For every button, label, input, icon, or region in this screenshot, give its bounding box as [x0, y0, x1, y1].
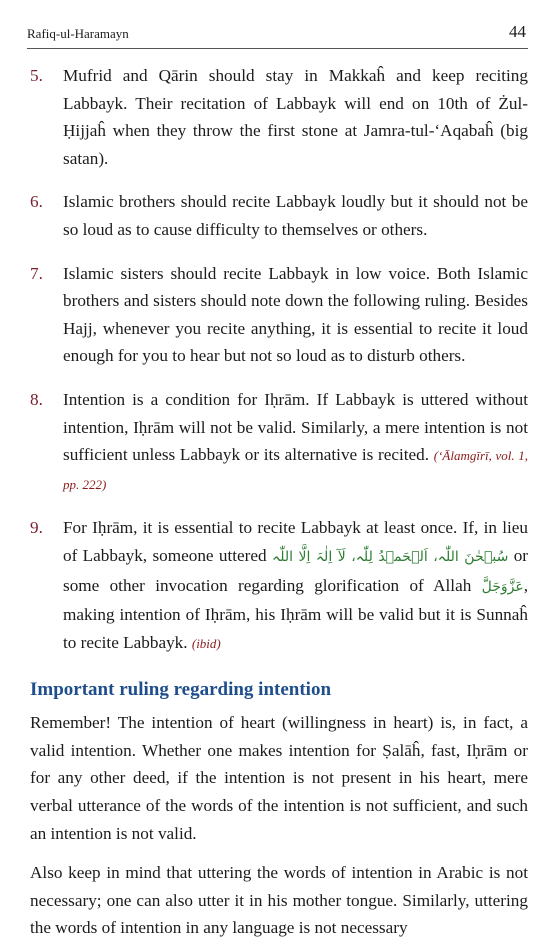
item-number: 9.	[30, 518, 43, 538]
item-text: Islamic brothers should recite Labbayk loudly but it should not be so loud as to cause difficulty to themselves or others.	[63, 192, 528, 239]
item-text: Intention is a condition for Iḥrām. If Labbayk is uttered without intention, Iḥrām will not be valid. Similarly, a mere intention is not sufficient unless Labbayk or its alternative is recited.	[63, 389, 528, 465]
item-number: 5.	[30, 66, 43, 85]
running-title: Rafiq-ul-Haramayn	[27, 26, 129, 41]
item-text: or some other invocation regarding glorification of Allah	[63, 545, 529, 595]
item-text: Mufrid and Qārin should stay in Makkaĥ and keep reciting Labbayk. Their recitation of Labbayk will end on 10th of Żul-Ḥijjaĥ when they throw the first stone at Jamra-tul-‘Aqabaĥ (big satan).	[63, 66, 528, 168]
list-item	[30, 386, 528, 498]
paragraph: Remember! The intention of heart (willingness in heart) is, in fact, a valid intention. Whether one makes intention for Ṣalāĥ, fast, Iḥrām or for any other deed, if the intention is not present in his heart, mere verbal utterance of the words of the intention is not sufficient, and such an intention is not valid.	[30, 713, 528, 843]
page-header	[27, 22, 528, 49]
item-text: , making intention of Iḥrām, his Iḥrām will be valid but it is Sunnaĥ to recite Labbayk.	[63, 575, 528, 652]
list-item	[30, 514, 528, 657]
citation: (ibid)	[191, 635, 221, 651]
item-number: 7.	[30, 263, 43, 283]
page-number: 44	[509, 22, 526, 41]
item-number: 6.	[30, 192, 43, 212]
item-text: Islamic sisters should recite Labbayk in low voice. Both Islamic brothers and sisters should note down the following ruling. Besides Hajj, whenever you recite anything, it is essential to recite it loud enough for you to hear but not so loud as to disturb others.	[63, 263, 528, 366]
list-item	[30, 62, 528, 172]
item-text: For Iḥrām, it is essential to recite Labbayk at least once. If, in lieu of Labbayk, someone uttered	[63, 518, 528, 565]
list-item	[30, 260, 528, 370]
list-item	[30, 188, 528, 243]
section-heading: Important ruling regarding intention	[30, 679, 332, 701]
citation: (‘Ālamgīrī, vol. 1, pp. 222)	[63, 448, 529, 492]
arabic-invocation: سُبۡحٰنَ اللّٰہ، اَلۡحَمۡدُ لِلّٰہ، لَآ اِلٰہَ اِلَّا اللّٰہ	[271, 548, 509, 565]
arabic-honorific: عَزَّوَجَلَّ	[481, 578, 524, 595]
item-number: 8.	[30, 389, 43, 409]
paragraph: Also keep in mind that uttering the words of intention in Arabic is not necessary; one can also utter it in his mother tongue. Similarly, uttering the words of intention in any language is not necessary	[30, 863, 528, 938]
page-content	[30, 62, 528, 942]
